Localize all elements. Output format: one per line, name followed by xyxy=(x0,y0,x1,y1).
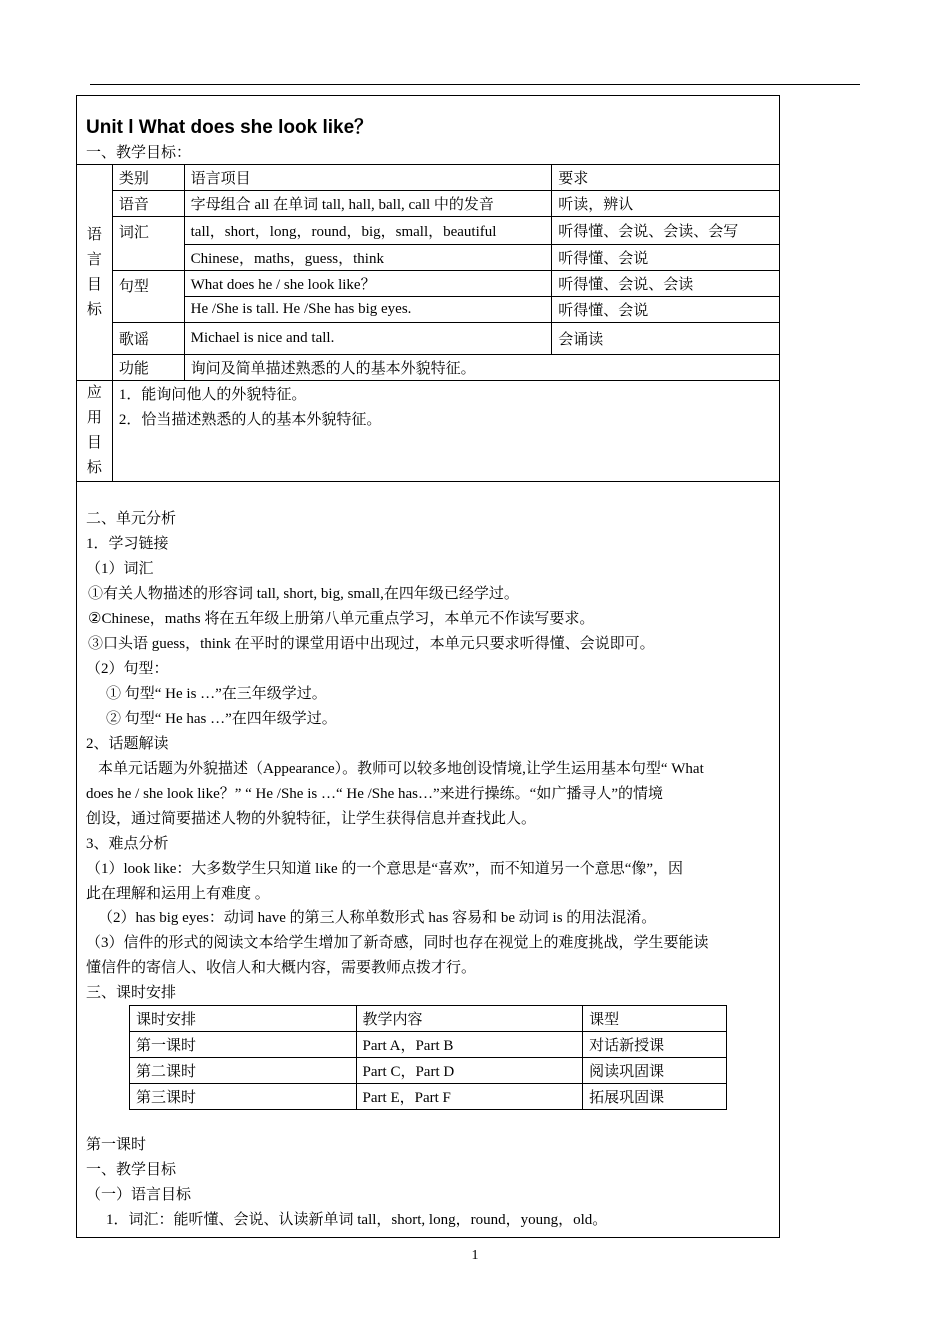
text-line: 懂信件的寄信人、收信人和大概内容，需要教师点拨才行。 xyxy=(86,960,477,976)
text-line: 创设，通过简要描述人物的外貌特征，让学生获得信息并查找此人。 xyxy=(86,811,537,827)
subheading: 3、难点分析 xyxy=(86,836,169,852)
subheading: 1．学习链接 xyxy=(86,536,169,552)
subheading: （2）句型： xyxy=(86,661,169,677)
table-row: 语音 字母组合 all 在单词 tall, hall, ball, call 中的发音 听读，辨认 xyxy=(77,191,780,217)
application-goal-item: 2．恰当描述熟悉的人的基本外貌特征。 xyxy=(118,412,382,428)
header-rule xyxy=(90,84,860,85)
table-row: 第三课时 Part E，Part F 拓展巩固课 xyxy=(130,1084,727,1110)
text-line: does he / she look like？” “ He /She is …“ He /She has…”来进行操练。“如广播寻人”的情境 xyxy=(86,786,663,802)
page-title: Unit l What does she look like？ xyxy=(86,117,374,138)
text-line: （2）has big eyes：动词 have 的第三人称单数形式 has 容易和 be 动词 is 的用法混淆。 xyxy=(98,910,657,926)
application-goal-item: 1．能询问他人的外貌特征。 xyxy=(118,387,307,403)
subheading: 一、教学目标 xyxy=(86,1162,177,1178)
header-cell: 类别 xyxy=(112,165,184,191)
table-row: 功能 询问及简单描述熟悉的人的基本外貌特征。 xyxy=(77,355,780,381)
table-row: 句型 What does he / she look like？ 听得懂、会说、会读 xyxy=(77,271,780,297)
subheading: （1）词汇 xyxy=(86,561,154,577)
table-header-row: 课时安排 教学内容 课型 xyxy=(130,1006,727,1032)
table-row: 第一课时 Part A，Part B 对话新授课 xyxy=(130,1032,727,1058)
text-line: ①有关人物描述的形容词 tall, short, big, small,在四年级已经学过。 xyxy=(88,586,519,602)
section-heading: 一、教学目标： xyxy=(86,145,192,161)
goals-table xyxy=(76,164,780,482)
text-line: 此在理解和运用上有难度 。 xyxy=(86,886,270,902)
subheading: 2、话题解读 xyxy=(86,736,169,752)
text-line: 1．词汇：能听懂、会说、认读新单词 tall，short, long，round，young，old。 xyxy=(106,1212,608,1228)
text-line: ②Chinese，maths 将在五年级上册第八单元重点学习，本单元不作读写要求。 xyxy=(88,611,595,627)
text-line: ② 句型“ He has …”在四年级学过。 xyxy=(106,711,337,727)
header-cell: 要求 xyxy=(552,165,780,191)
table-row: He /She is tall. He /She has big eyes. 听得懂、会说 xyxy=(77,297,780,323)
subheading: （一）语言目标 xyxy=(86,1187,192,1203)
text-line: ① 句型“ He is …”在三年级学过。 xyxy=(106,686,327,702)
section-heading: 第一课时 xyxy=(86,1137,147,1153)
text-line: （1）look like：大多数学生只知道 like 的一个意思是“喜欢”，而不知道另一个意思“像”，因 xyxy=(86,861,684,877)
table-row: 第二课时 Part C，Part D 阅读巩固课 xyxy=(130,1058,727,1084)
language-goal-label: 语 言 目 标 xyxy=(77,165,113,381)
header-cell: 语言项目 xyxy=(184,165,552,191)
text-line: ③口头语 guess，think 在平时的课堂用语中出现过，本单元只要求听得懂、会说即可。 xyxy=(88,636,655,652)
table-row: 歌谣 Michael is nice and tall. 会诵读 xyxy=(77,323,780,355)
table-row: Chinese，maths，guess，think 听得懂、会说 xyxy=(77,245,780,271)
application-goal-label: 应 用 目 标 xyxy=(77,381,113,482)
text-line: 本单元话题为外貌描述（Appearance）。教师可以较多地创设情境,让学生运用基本句型“ What xyxy=(98,761,704,777)
application-goal-row xyxy=(77,381,780,482)
schedule-table xyxy=(129,1005,727,1110)
page-number: 1 xyxy=(471,1248,479,1263)
section-heading: 二、单元分析 xyxy=(86,511,177,527)
text-line: （3）信件的形式的阅读文本给学生增加了新奇感，同时也存在视觉上的难度挑战，学生要能读 xyxy=(86,935,709,951)
section-heading: 三、课时安排 xyxy=(86,985,177,1001)
table-row: 词汇 tall，short，long，round，big，small，beautiful 听得懂、会说、会读、会写 xyxy=(77,217,780,245)
